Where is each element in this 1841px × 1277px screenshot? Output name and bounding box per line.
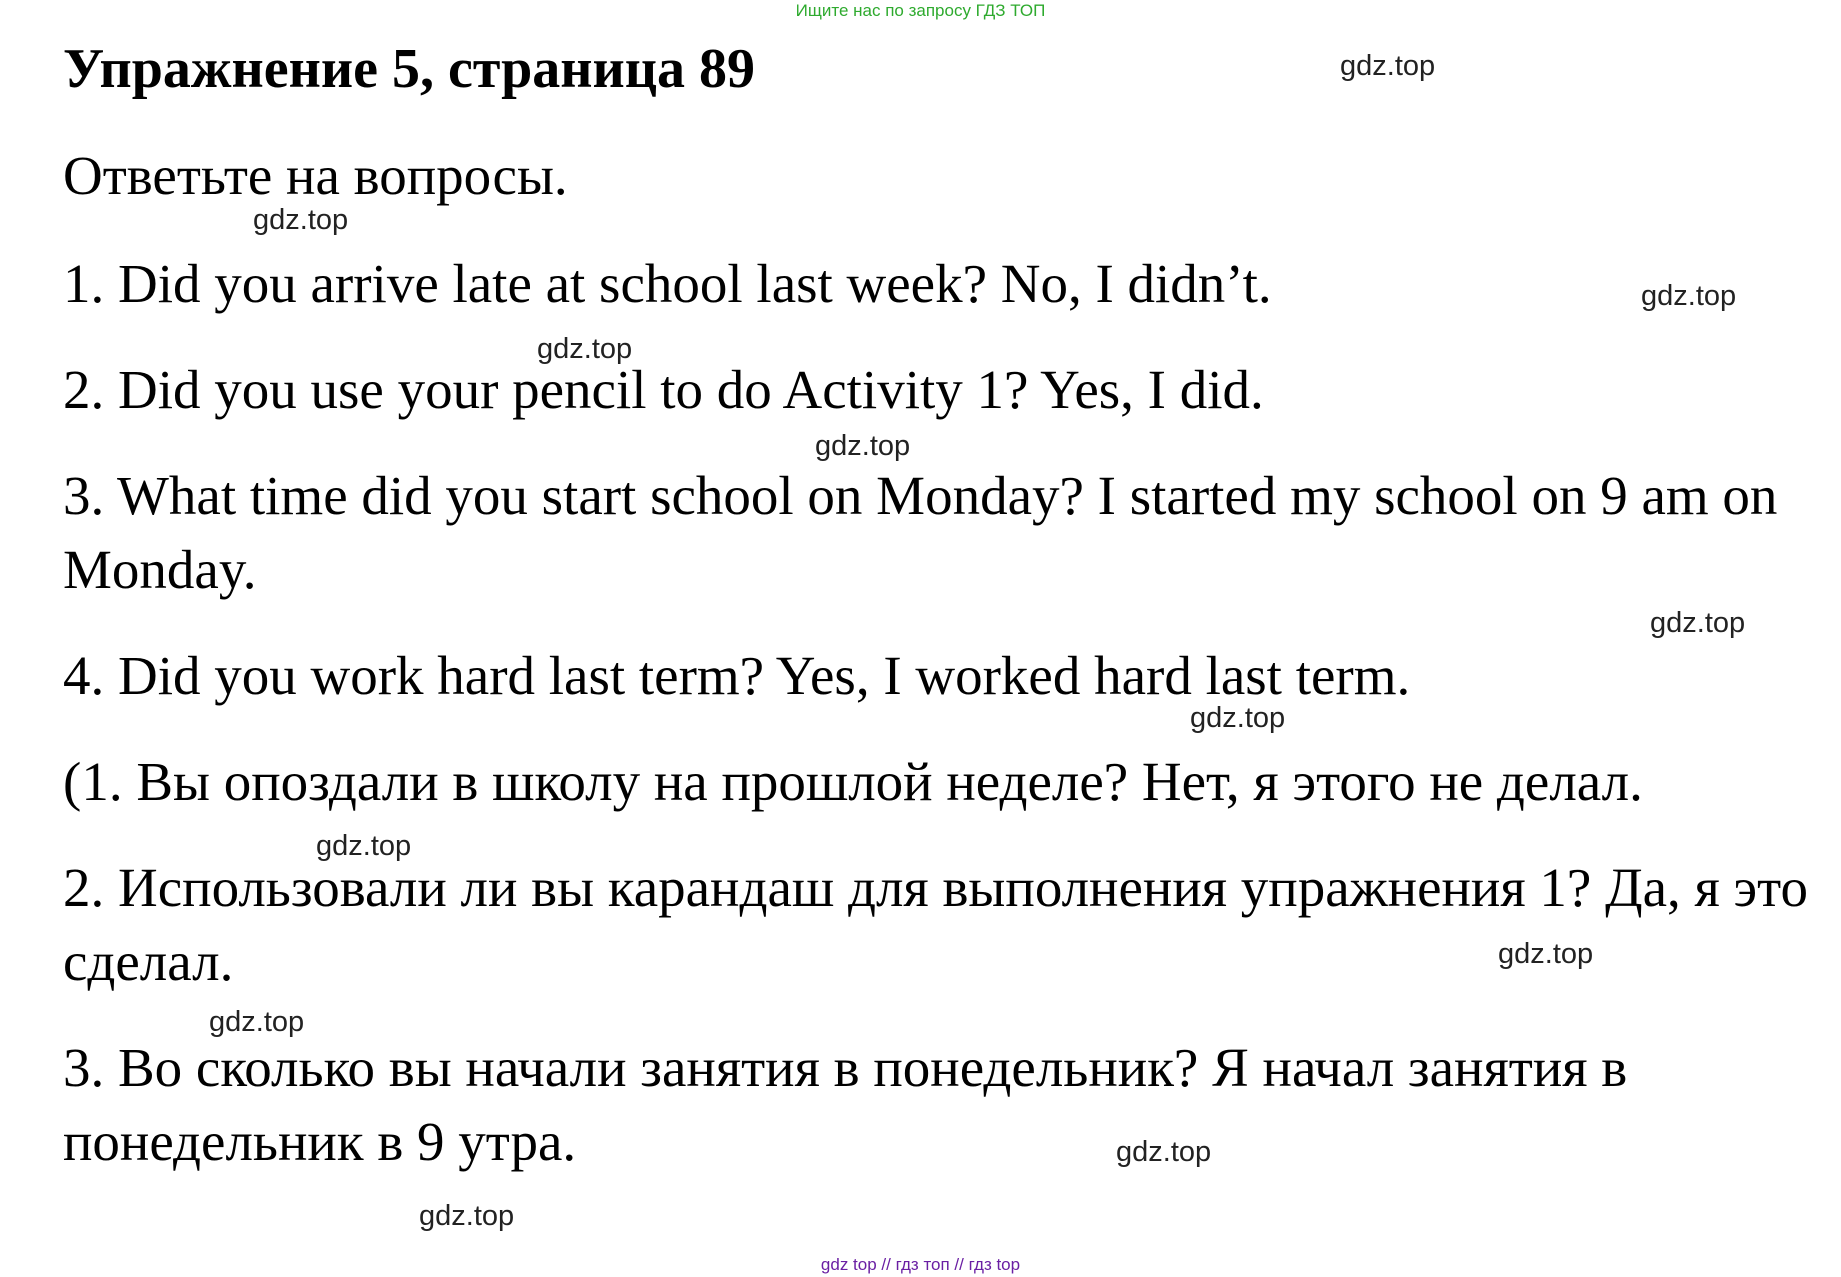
watermark: gdz.top [537, 333, 633, 365]
watermark: gdz.top [1650, 607, 1746, 639]
answer-paragraph: 1. Did you arrive late at school last week? No, I didn’t. [63, 253, 1272, 314]
watermark: gdz.top [316, 830, 412, 862]
page-title: Упражнение 5, страница 89 [63, 38, 756, 100]
watermark: gdz.top [209, 1006, 305, 1038]
watermark: gdz.top [1498, 938, 1594, 970]
watermark: gdz.top [1641, 280, 1737, 312]
watermark: gdz.top [815, 430, 911, 462]
translation-paragraph: (1. Вы опоздали в школу на прошлой неделе? Нет, я этого не делал. [63, 751, 1643, 812]
answers-block [63, 247, 1838, 1211]
task-instruction: Ответьте на вопросы. [63, 145, 568, 206]
watermark: gdz.top [253, 204, 349, 236]
translation-paragraph: 3. Во сколько вы начали занятия в понедельник? Я начал занятия в понедельник в 9 утра. [63, 1037, 1628, 1172]
translation-paragraph: 2. Использовали ли вы карандаш для выполнения упражнения 1? Да, я это сделал. [63, 857, 1808, 992]
watermark: gdz.top [1340, 50, 1436, 82]
footer-links[interactable]: gdz top // гдз топ // гдз top [820, 1255, 1021, 1274]
top-banner-link[interactable]: Ищите нас по запросу ГДЗ ТОП [795, 1, 1046, 20]
watermark: gdz.top [419, 1200, 515, 1232]
answer-paragraph: 2. Did you use your pencil to do Activity 1? Yes, I did. [63, 359, 1264, 420]
answer-paragraph: 4. Did you work hard last term? Yes, I worked hard last term. [63, 645, 1411, 706]
watermark: gdz.top [1116, 1136, 1212, 1168]
answer-paragraph: 3. What time did you start school on Monday? I started my school on 9 am on Monday. [63, 465, 1778, 600]
watermark: gdz.top [1190, 702, 1286, 734]
